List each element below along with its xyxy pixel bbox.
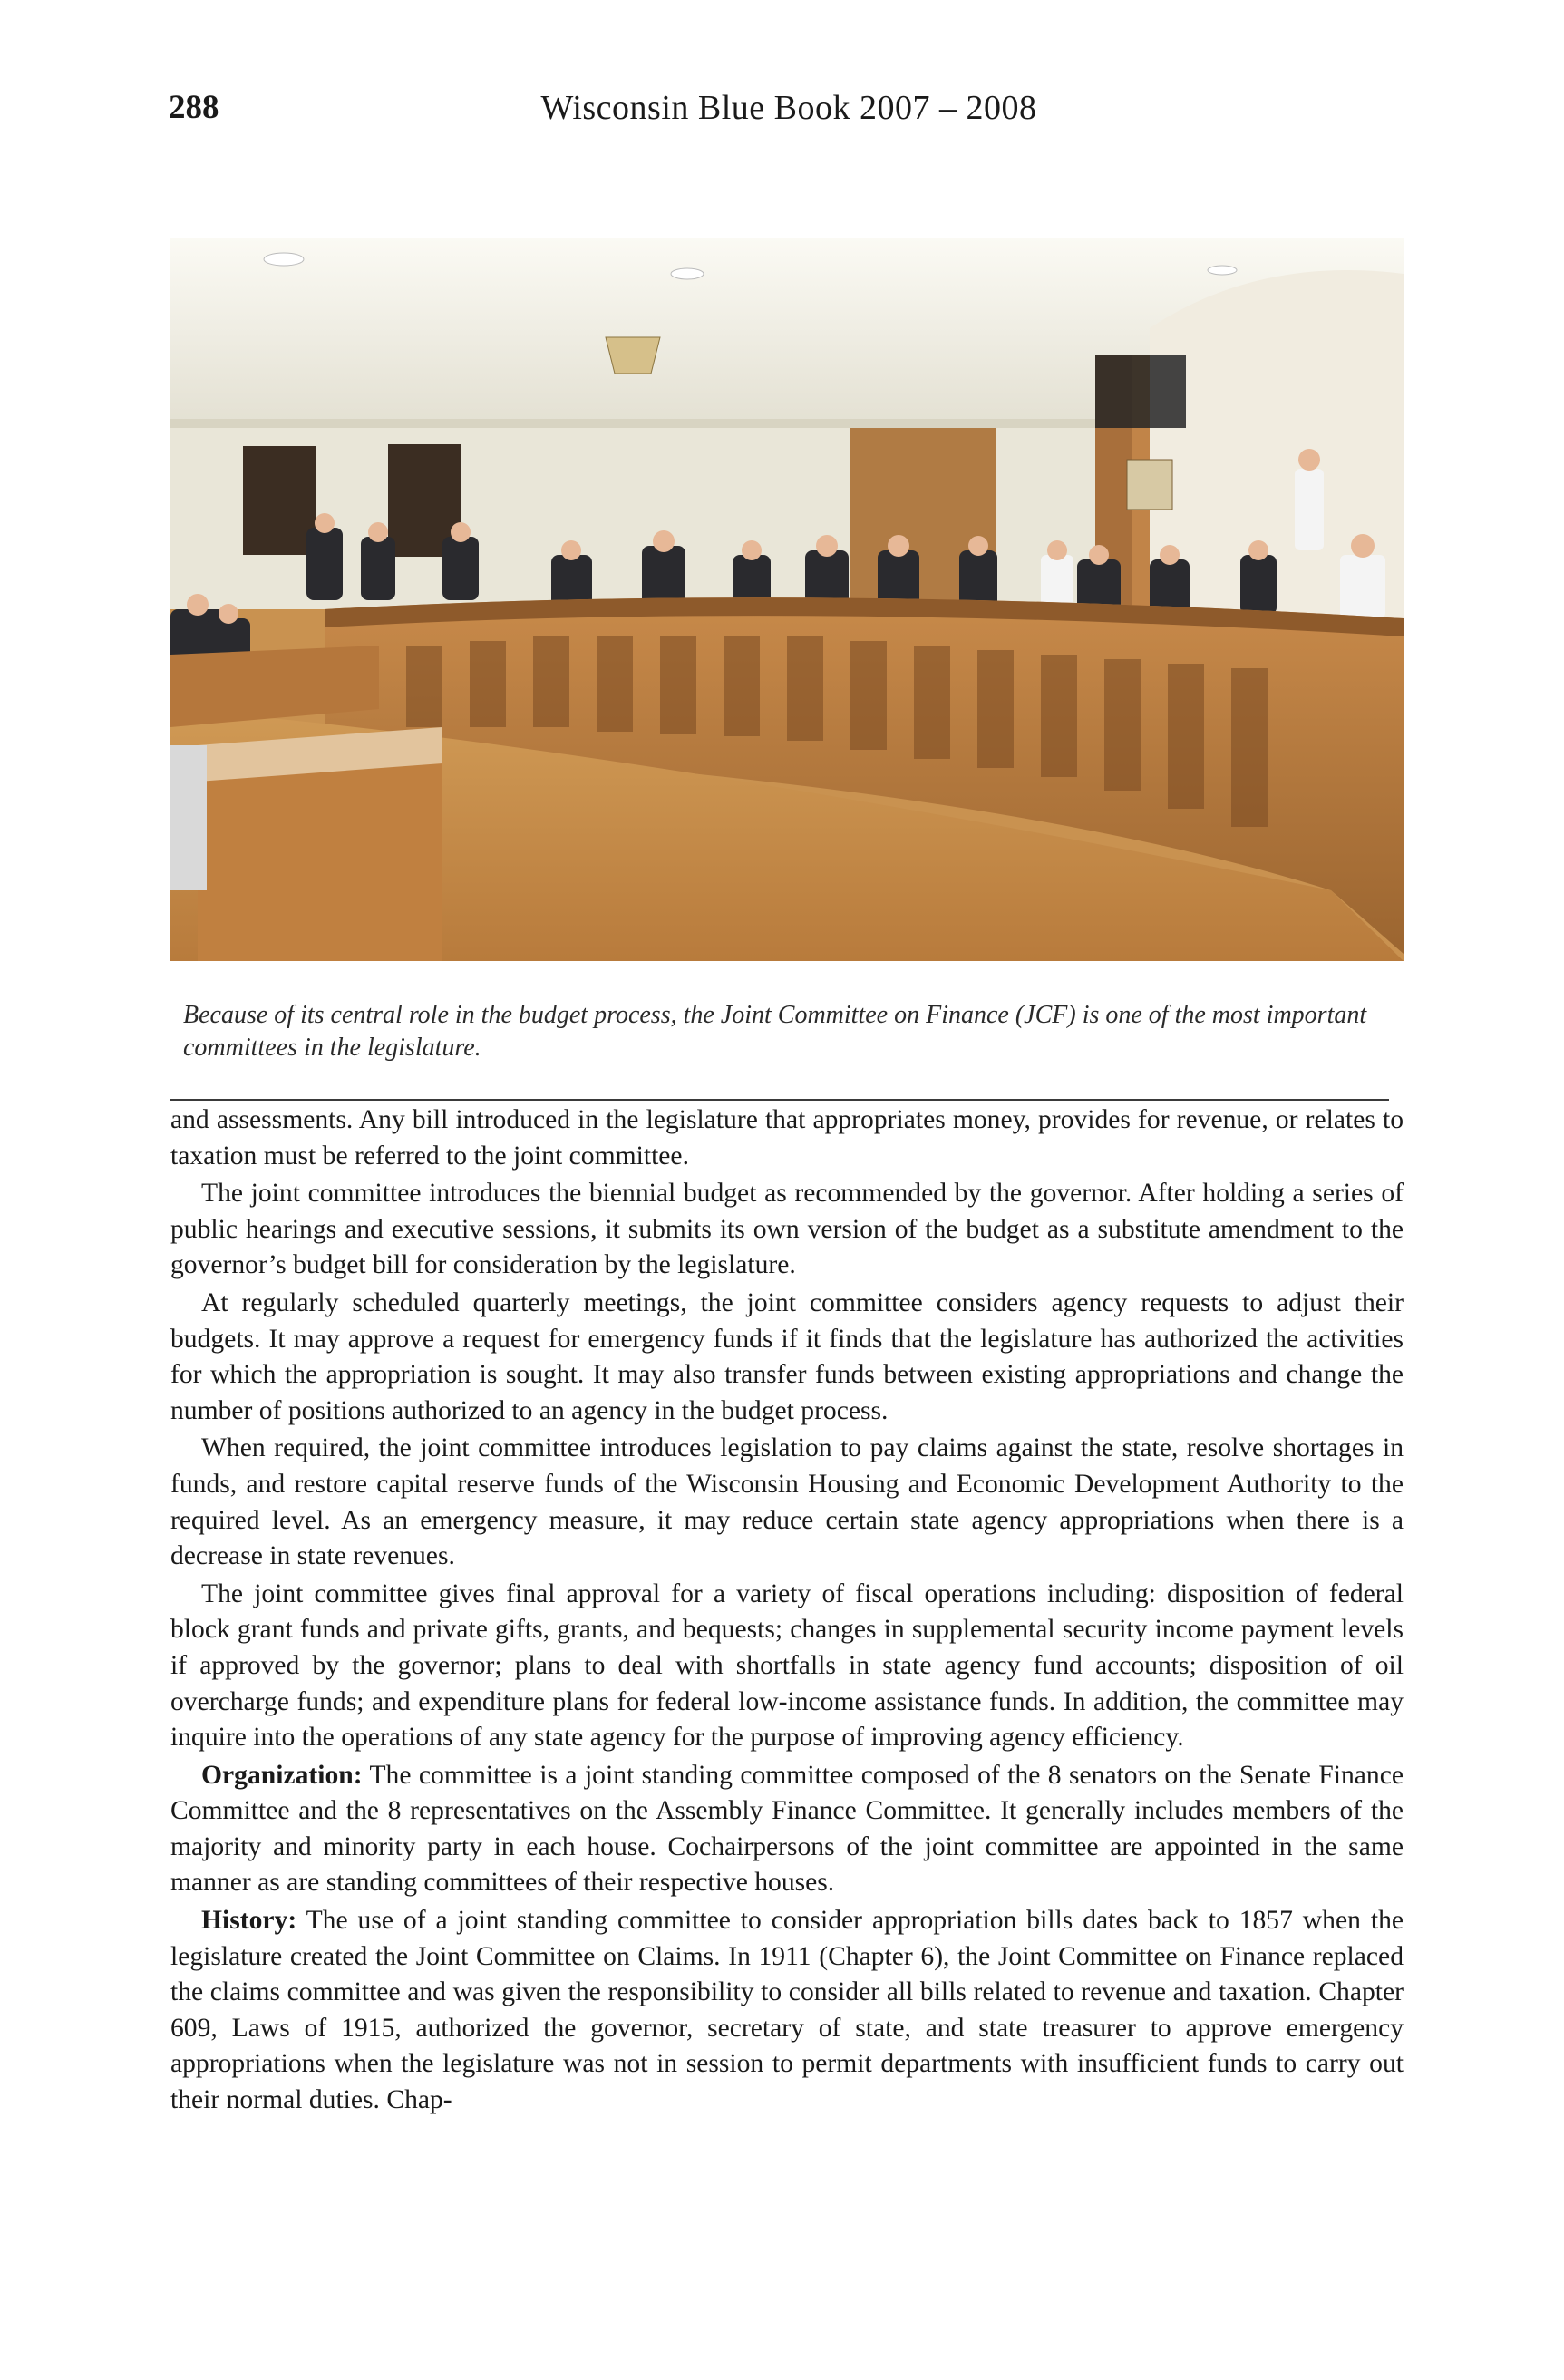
committee-hearing-room-photo [170,238,1404,961]
page-number: 288 [169,89,219,126]
organization-label: Organization: [201,1760,363,1790]
paragraph-history [170,1903,1404,2119]
paragraph-1: and assessments. Any bill introduced in the legislature that appropriates money, provides for revenue, or relates to taxation must be referred to the joint committee. [170,1105,1404,1171]
article-body [170,1103,1404,2121]
organization-text: The committee is a joint standing committee composed of the 8 senators on the Senate Finance Committee and the 8 representatives on the Assembly Finance Committee. It generally includes members of the majority and minority party in each house. Cochairpersons of the joint committee are appointed in the same manner as are standing committees of their respective houses. [170,1760,1404,1898]
history-label: History: [201,1906,297,1936]
paragraph-5: The joint committee gives final approval for a variety of fiscal operations including: disposition of federal block grant funds and private gifts, grants, and bequests; changes in supplemental security income payment levels if approved by the governor; plans to deal with shortfalls in state agency fund accounts; disposition of oil overcharge funds; and expenditure plans for federal low-income assistance funds. In addition, the committee may inquire into the operations of any state agency for the purpose of improving agency efficiency. [170,1579,1404,1753]
history-text: The use of a joint standing committee to consider appropriation bills dates back to 1857 when the legislature created the Joint Committee on Claims. In 1911 (Chapter 6), the Joint Committee on Finance replaced the claims committee and was given the responsibility to consider all bills related to revenue and taxation. Chapter 609, Laws of 1915, authorized the governor, secretary of state, and state treasurer to approve emergency appropriations when the legislature was not in session to permit departments with insufficient funds to carry out their normal duties. Chap- [170,1906,1404,2115]
paragraph-organization [170,1758,1404,1901]
paragraph-3: At regularly scheduled quarterly meetings, the joint committee considers agency requests to adjust their budgets. It may approve a request for emergency funds if it finds that the legislature has authorized the activities for which the appropriation is sought. It may also transfer funds between existing appropriations and change the number of positions authorized to an agency in the budget process. [170,1287,1404,1425]
photo-caption: Because of its central role in the budget process, the Joint Committee on Finance (JCF) is one of the most important committees in the legislature. [183,1001,1367,1062]
paragraph-4: When required, the joint committee introduces legislation to pay claims against the state, resolve shortages in funds, and restore capital reserve funds of the Wisconsin Housing and Economic Development Authority to the required level. As an emergency measure, it may reduce certain state agency appropriations when there is a decrease in state revenues. [170,1433,1404,1571]
paragraph-2: The joint committee introduces the biennial budget as recommended by the governor. After holding a series of public hearings and executive sessions, it submits its own version of the budget as a substitute amendment to the governor’s budget bill for consideration by the legislature. [170,1179,1404,1280]
caption-divider [170,1099,1389,1101]
running-head: Wisconsin Blue Book 2007 – 2008 [540,89,1037,127]
